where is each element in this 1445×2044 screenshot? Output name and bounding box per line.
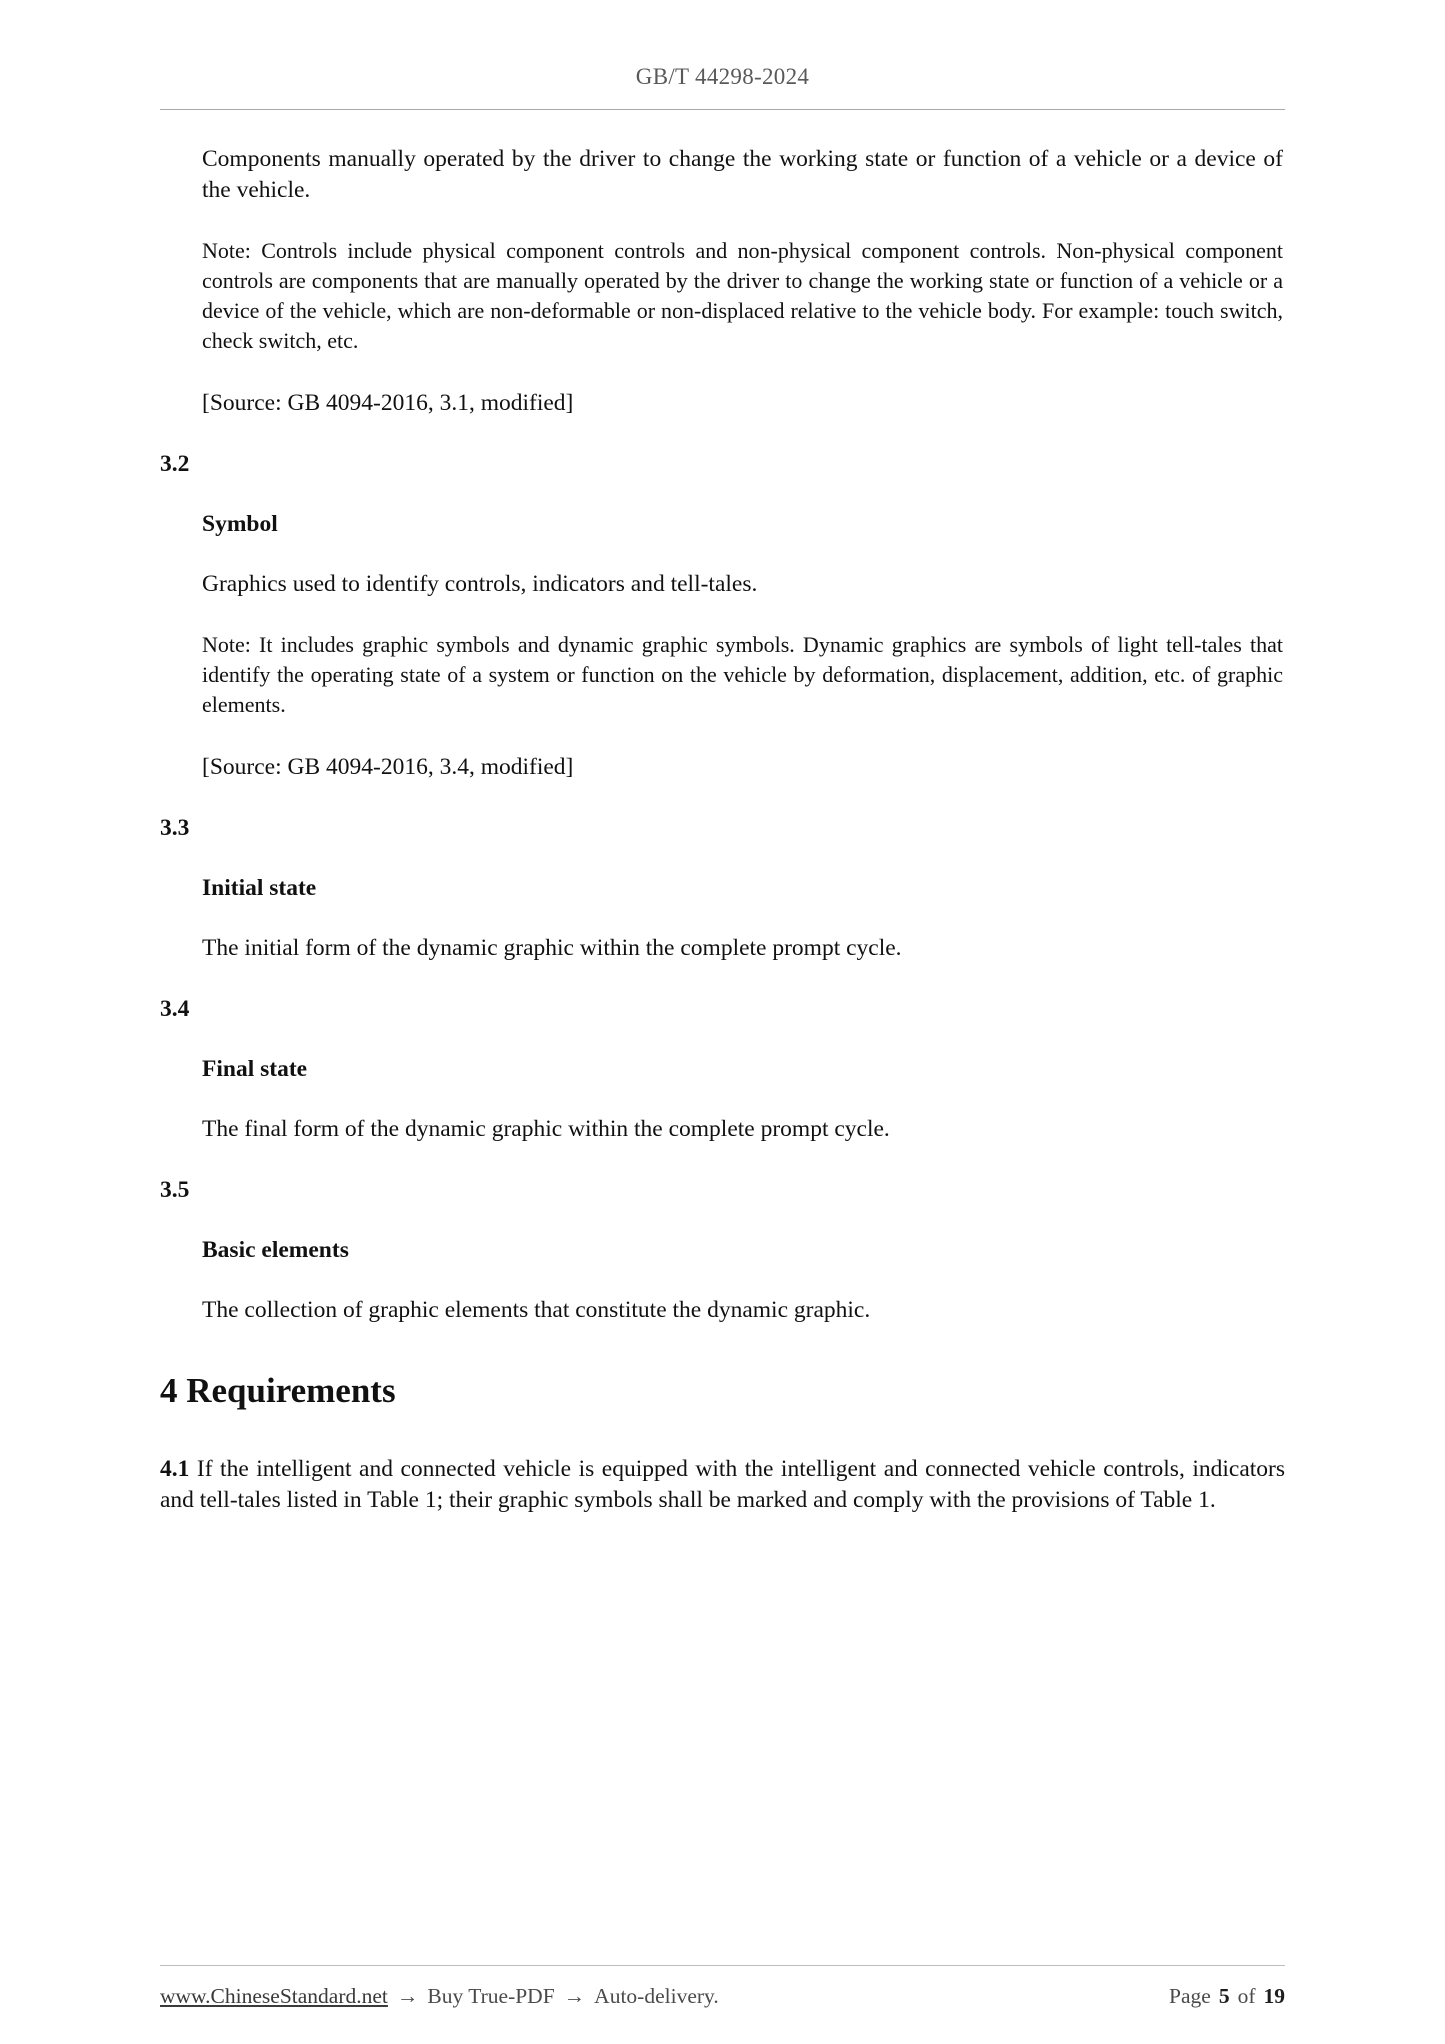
section-number: 3.5 bbox=[160, 1177, 190, 1203]
definition-paragraph: The collection of graphic elements that constitute the dynamic graphic. bbox=[202, 1297, 871, 1323]
definition-paragraph: The final form of the dynamic graphic within the complete prompt cycle. bbox=[202, 1116, 890, 1142]
page-footer bbox=[160, 1965, 1285, 2010]
term-heading: Final state bbox=[202, 1056, 308, 1082]
standard-number-title: GB/T 44298-2024 bbox=[635, 64, 810, 89]
page-body bbox=[160, 144, 1285, 1546]
definition-paragraph: The initial form of the dynamic graphic within the complete prompt cycle. bbox=[202, 935, 902, 961]
clause-paragraph bbox=[160, 1454, 1285, 1516]
section-number: 3.3 bbox=[160, 815, 190, 841]
section-number: 3.2 bbox=[160, 451, 190, 477]
term-heading: Symbol bbox=[202, 511, 278, 537]
page-word: Page bbox=[1169, 1984, 1211, 2008]
header-divider bbox=[160, 109, 1285, 110]
page-header bbox=[160, 62, 1285, 110]
source-reference: [Source: GB 4094-2016, 3.4, modified] bbox=[202, 754, 574, 780]
term-heading: Basic elements bbox=[202, 1237, 349, 1263]
arrow-icon: → bbox=[563, 1984, 586, 2008]
definition-paragraph: Graphics used to identify controls, indicators and tell-tales. bbox=[202, 571, 758, 597]
buy-true-pdf-label: Buy True-PDF bbox=[427, 1984, 555, 2008]
arrow-icon: → bbox=[396, 1984, 419, 2008]
footer-left-group bbox=[160, 1982, 719, 2010]
of-word: of bbox=[1237, 1984, 1256, 2008]
definition-paragraph: Components manually operated by the driver to change the working state or function of a vehicle or a device of the vehicle. bbox=[202, 146, 1283, 203]
clause-number: 4.1 bbox=[160, 1456, 190, 1482]
note-paragraph: Note: Controls include physical component controls and non-physical component controls. Non-physical component controls are components that are manually operated by the driver to change the working state or function of a vehicle or a device of the vehicle, which are non-deformable or non-displaced relative to the vehicle body. For example: touch switch, check switch, etc. bbox=[202, 238, 1283, 353]
total-page-number: 19 bbox=[1263, 1984, 1285, 2008]
clause-text: If the intelligent and connected vehicle is equipped with the intelligent and connected vehicle controls, indicators and tell-tales listed in Table 1; their graphic symbols shall be marked and comply with the provisions of Table 1. bbox=[160, 1456, 1285, 1513]
chinesestandard-link[interactable]: www.ChineseStandard.net bbox=[160, 1984, 388, 2008]
note-paragraph: Note: It includes graphic symbols and dynamic graphic symbols. Dynamic graphics are symbols of light tell-tales that identify the operating state of a system or function on the vehicle by deformation, displacement, addition, etc. of graphic elements. bbox=[202, 632, 1283, 717]
auto-delivery-label: Auto-delivery. bbox=[594, 1984, 719, 2008]
section-number: 3.4 bbox=[160, 996, 190, 1022]
chapter-heading: 4 Requirements bbox=[160, 1371, 396, 1410]
footer-row bbox=[160, 1966, 1285, 2010]
current-page-number: 5 bbox=[1218, 1984, 1230, 2008]
term-heading: Initial state bbox=[202, 875, 317, 901]
source-reference: [Source: GB 4094-2016, 3.1, modified] bbox=[202, 390, 574, 416]
page-indicator bbox=[1169, 1982, 1285, 2010]
